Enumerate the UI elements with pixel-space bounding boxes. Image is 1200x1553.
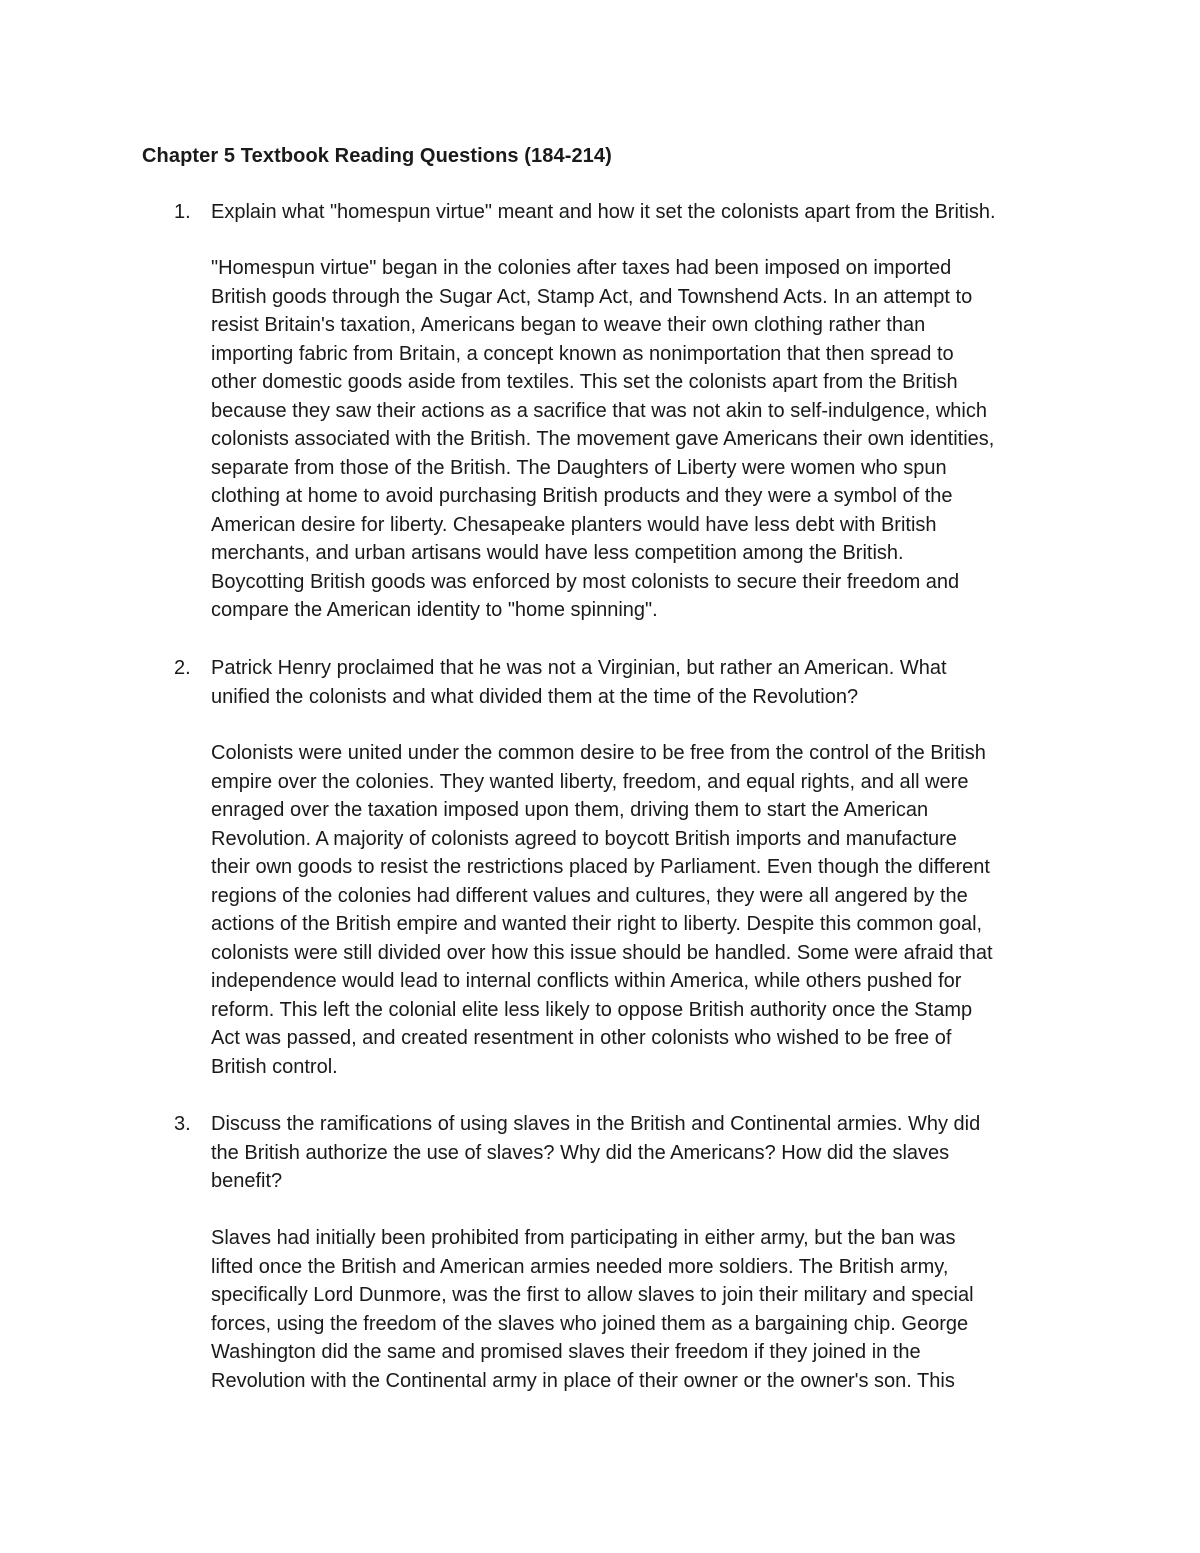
question-number: 2. [174,657,191,679]
answer-text: Slaves had initially been prohibited from participating in either army, but the ban was lifted once the British and American armies needed more soldiers. The British army, specifically Lord Dunmore, was the first to allow slaves to join their military and special forces, using the freedom of the slaves who joined them as a bargaining chip. George Washington did the same and promised slaves their freedom if they joined in the Revolution with the Continental army in place of their owner or the owner's son. This [211,1227,974,1392]
question-text: Explain what "homespun virtue" meant and how it set the colonists apart from the British. [211,201,996,223]
question-text: Discuss the ramifications of using slaves in the British and Continental armies. Why did the British authorize the use of slaves? Why did the Americans? How did the slaves benefit? [211,1113,981,1192]
document-title: Chapter 5 Textbook Reading Questions (184-214) [142,145,612,167]
answer-text: Colonists were united under the common desire to be free from the control of the British empire over the colonies. They wanted liberty, freedom, and equal rights, and all were enraged over the taxation imposed upon them, driving them to start the American Revolution. A majority of colonists agreed to boycott British imports and manufacture their own goods to resist the restrictions placed by Parliament. Even though the different regions of the colonies had different values and cultures, they were all angered by the actions of the British empire and wanted their right to liberty. Despite this common goal, colonists were still divided over how this issue should be handled. Some were afraid that independence would lead to internal conflicts within America, while others pushed for reform. This left the colonial elite less likely to oppose British authority once the Stamp Act was passed, and created resentment in other colonists who wished to be free of British control. [211,742,993,1078]
question-text: Patrick Henry proclaimed that he was not a Virginian, but rather an American. What unified the colonists and what divided them at the time of the Revolution? [211,657,947,708]
question-number: 1. [174,201,191,223]
answer-text: "Homespun virtue" began in the colonies after taxes had been imposed on imported British goods through the Sugar Act, Stamp Act, and Townshend Acts. In an attempt to resist Britain's taxation, Americans began to weave their own clothing rather than importing fabric from Britain, a concept known as nonimportation that then spread to other domestic goods aside from textiles. This set the colonists apart from the British because they saw their actions as a sacrifice that was not akin to self-indulgence, which colonists associated with the British. The movement gave Americans their own identities, separate from those of the British. The Daughters of Liberty were women who spun clothing at home to avoid purchasing British products and they were a symbol of the American desire for liberty. Chesapeake planters would have less debt with British merchants, and urban artisans would have less competition among the British. Boycotting British goods was enforced by most colonists to secure their freedom and compare the American identity to "home spinning". [211,257,995,621]
question-number: 3. [174,1113,191,1135]
